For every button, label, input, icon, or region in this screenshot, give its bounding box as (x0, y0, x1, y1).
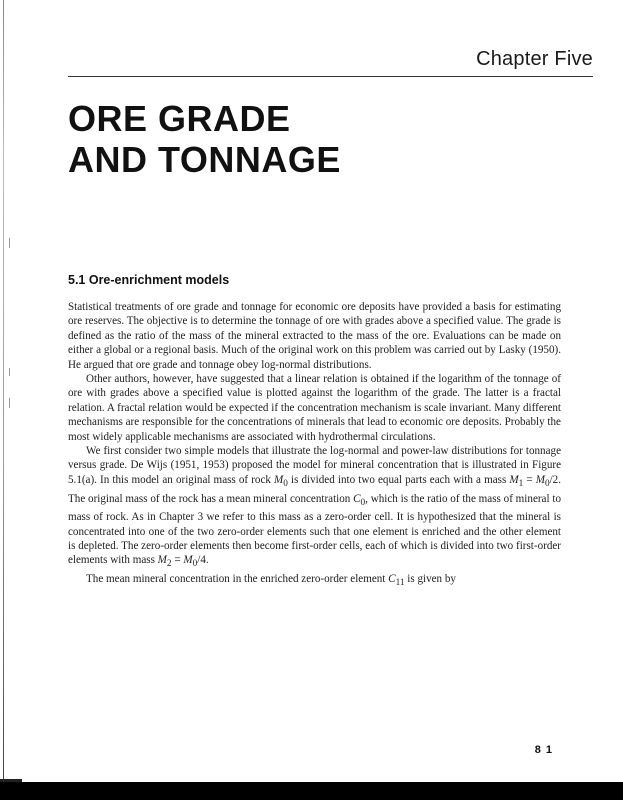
paragraph: Other authors, however, have suggested that a linear relation is obtained if the logarithm of the tonnage of ore with grades above a specified value is plotted against the logarithm of the grade. The latter is a fractal relation. A fractal relation would be expected if the concentration mechanism is scale invariant. Many different mechanisms are responsible for the concentrations of minerals that lead to economic ore deposits. Probably the most widely applicable mechanisms are associated with hydrothermal circulations. (68, 373, 561, 443)
symbol-m0: M (274, 473, 284, 486)
section-heading: 5.1 Ore-enrichment models (68, 273, 230, 287)
subscript: 0 (283, 479, 288, 490)
margin-mark (9, 368, 10, 376)
margin-mark (9, 398, 10, 408)
subscript: 1 (518, 479, 524, 490)
text-run: /4. (197, 554, 209, 567)
chapter-title-line-2: AND TONNAGE (68, 139, 341, 180)
symbol-c0: C (353, 492, 361, 505)
subscript: 0 (544, 479, 550, 490)
symbol-m2: M (157, 554, 167, 567)
chapter-title-line-1: ORE GRADE (68, 98, 291, 139)
symbol-c11: C (388, 572, 396, 585)
text-run: , which is the ratio of the mass of mineral to mass of rock. As in Chapter 3 we refer to this mass as a zero-order cell. It is hypothesized that the mineral is concentrated into one of the two zero-order elements such that one element is enriched and the other element is depleted. The zero-order elements then become first-order cells, each of which is divided into two first-order elements with mass (68, 492, 561, 567)
text-run: We first consider two simple models that illustrate the log-normal and power-law distributions for tonnage versus grade. De Wijs (1951, 1953) proposed the model for mineral concentration that is illustrated in Figure 5.1(a). In this model an original mass of rock (68, 445, 561, 486)
symbol-m0: M (535, 473, 545, 486)
text-run: is divided into two equal parts each with a mass (287, 473, 510, 486)
paragraph (68, 444, 561, 572)
body-text (68, 300, 561, 591)
paragraph: Statistical treatments of ore grade and tonnage for economic ore deposits have provided a basis for estimating ore reserves. The objective is to determine the tonnage of ore with grades above a specified value. The grade is defined as the ratio of the mass of the mineral extracted to the mass of the ore. Evaluations can be made on either a global or a regional basis. Much of the original work on this problem was carried out by Lasky (1950). He argued that ore grade and tonnage obey log-normal distributions. (68, 301, 561, 371)
subscript: 0 (360, 497, 366, 508)
paragraph (68, 572, 561, 591)
text-run: is given by (404, 572, 456, 585)
symbol-m1: M (509, 473, 519, 486)
page-number: 8 1 (534, 744, 553, 756)
chapter-label: Chapter Five (476, 48, 593, 70)
margin-mark (9, 238, 10, 248)
chapter-title (68, 98, 341, 180)
text-run: The mean mineral concentration in the enriched zero-order element (86, 572, 389, 585)
scan-bottom-bar (0, 782, 623, 800)
text-run: /2. The original mass of the rock has a mean mineral concentration (68, 473, 561, 505)
subscript: 0 (192, 559, 198, 570)
text-run: = (171, 554, 184, 567)
subscript: 11 (395, 578, 405, 589)
subscript: 2 (166, 559, 172, 570)
text-run: = (523, 473, 536, 486)
scan-edge-line (3, 0, 4, 782)
symbol-m0: M (183, 554, 193, 567)
header-rule (68, 76, 593, 77)
